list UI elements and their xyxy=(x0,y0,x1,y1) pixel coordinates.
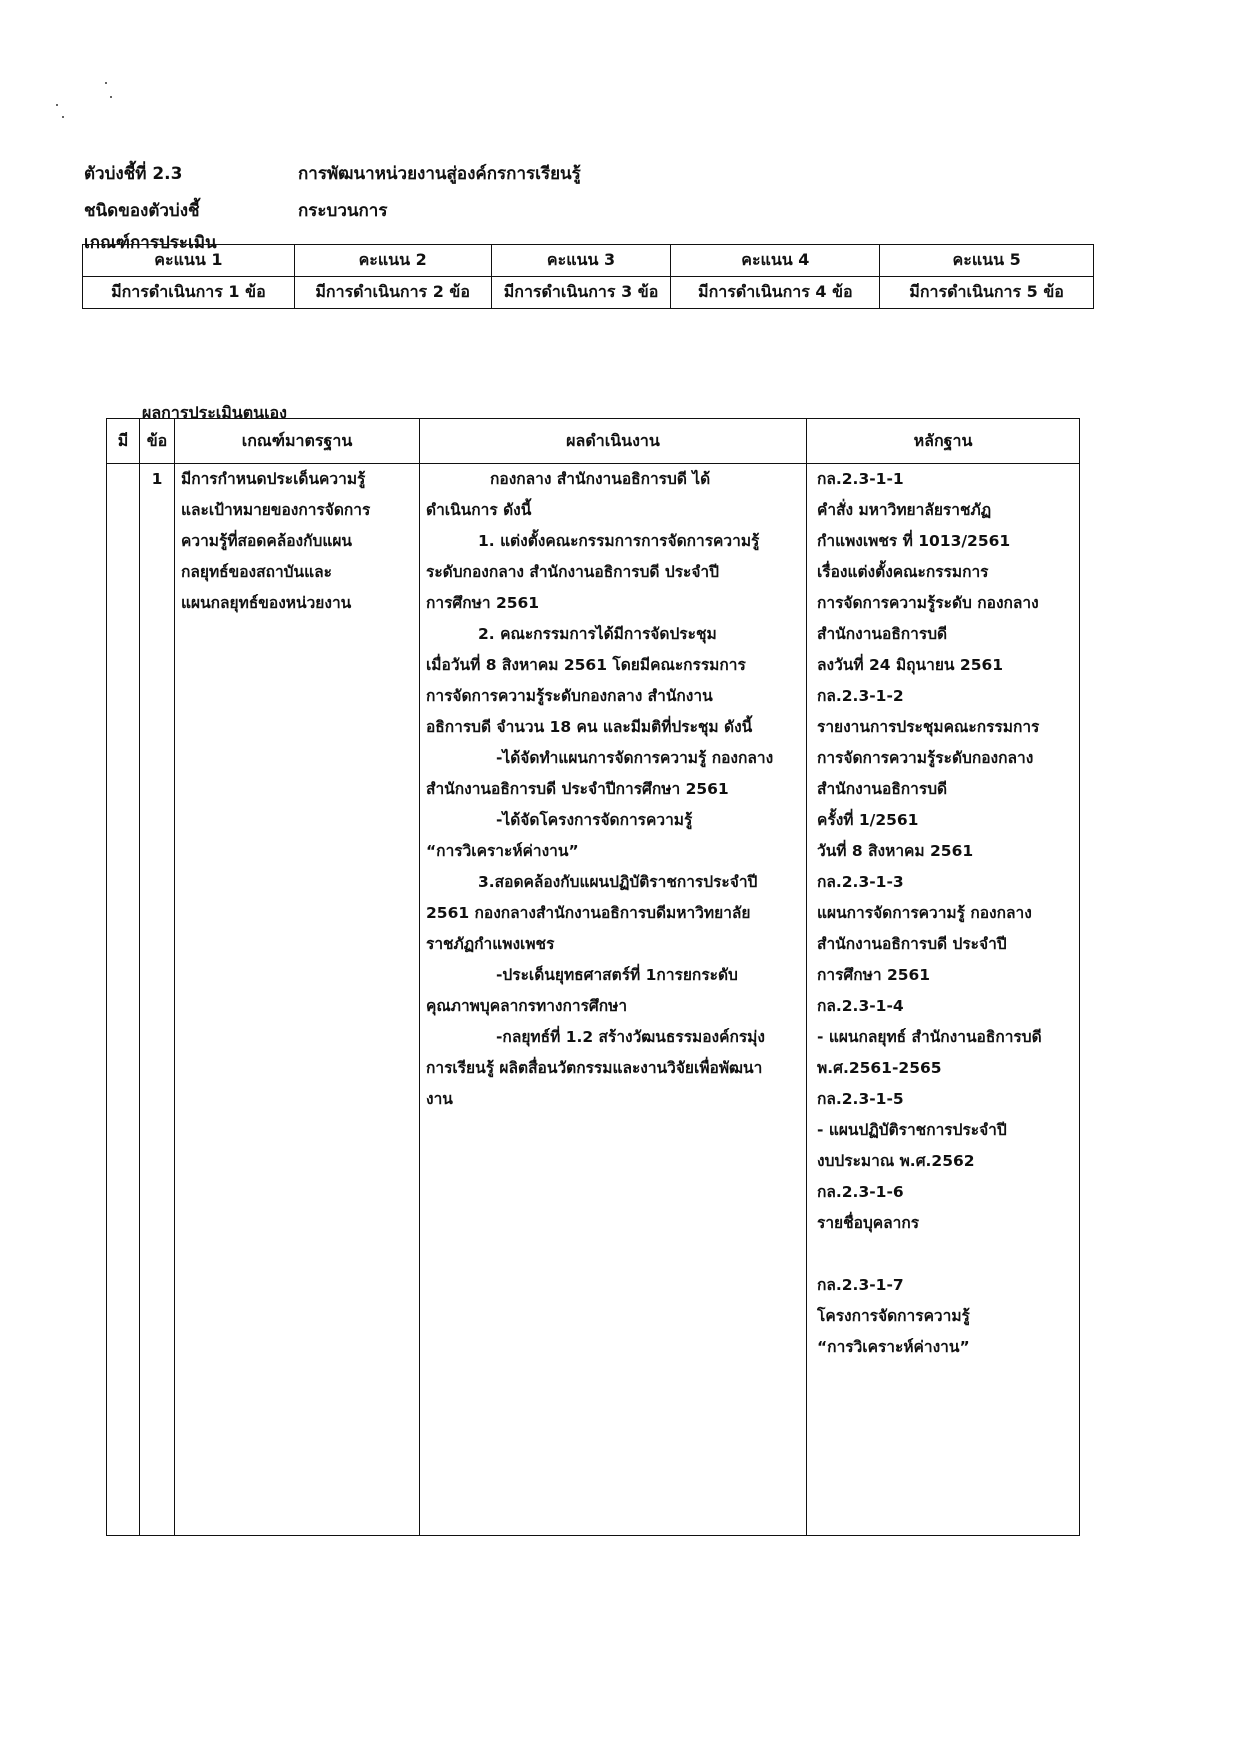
evidence-line: สำนักงานอธิการบดี ประจำปี xyxy=(817,935,1007,953)
evidence-line: - แผนปฏิบัติราชการประจำปี xyxy=(817,1121,1007,1139)
evidence-line: กล.2.3-1-5 xyxy=(817,1090,904,1108)
score-header-5: คะแนน 5 xyxy=(880,245,1094,277)
result-line: 2. คณะกรรมการได้มีการจัดประชุม xyxy=(478,625,717,643)
evidence-line: รายชื่อบุคลากร xyxy=(817,1214,920,1232)
evidence-line: การจัดการความรู้ระดับ กองกลาง xyxy=(817,594,1039,612)
has-cell xyxy=(107,464,140,1536)
evidence-line: กล.2.3-1-7 xyxy=(817,1276,904,1294)
scan-speck xyxy=(105,82,107,84)
self-assessment-table xyxy=(106,418,1080,1536)
evidence-line: ครั้งที่ 1/2561 xyxy=(817,811,919,829)
evidence-line: เรื่องแต่งตั้งคณะกรรมการ xyxy=(817,563,989,581)
score-value-4: มีการดำเนินการ 4 ข้อ xyxy=(671,277,880,309)
evidence-line: รายงานการประชุมคณะกรรมการ xyxy=(817,718,1040,736)
result-line: -กลยุทธ์ที่ 1.2 สร้างวัฒนธรรมองค์กรมุ่ง xyxy=(496,1028,765,1046)
criteria-line: แผนกลยุทธ์ของหน่วยงาน xyxy=(181,594,352,612)
evidence-spacer xyxy=(817,1239,1079,1270)
criteria-line: ความรู้ที่สอดคล้องกับแผน xyxy=(181,532,353,550)
score-value-row xyxy=(83,277,1094,309)
result-line: 2561 กองกลางสำนักงานอธิการบดีมหาวิทยาลัย xyxy=(426,904,751,922)
result-line: กองกลาง สำนักงานอธิการบดี ได้ xyxy=(490,470,711,488)
item-number-cell xyxy=(140,464,175,1536)
evidence-line: โครงการจัดการความรู้ xyxy=(817,1307,970,1325)
result-line: -ได้จัดโครงการจัดการความรู้ xyxy=(496,811,693,829)
column-header-evidence: หลักฐาน xyxy=(807,419,1080,464)
evidence-line: กล.2.3-1-6 xyxy=(817,1183,904,1201)
result-line: -ได้จัดทำแผนการจัดการความรู้ กองกลาง xyxy=(496,749,774,767)
result-line: งาน xyxy=(426,1090,453,1108)
result-line: เมื่อวันที่ 8 สิงหาคม 2561 โดยมีคณะกรรมการ xyxy=(426,656,746,674)
criteria-line: และเป้าหมายของการจัดการ xyxy=(181,501,371,519)
score-criteria-table xyxy=(82,244,1094,309)
evidence-cell xyxy=(807,464,1080,1536)
evidence-line: งบประมาณ พ.ศ.2562 xyxy=(817,1152,975,1170)
score-value-1: มีการดำเนินการ 1 ข้อ xyxy=(83,277,295,309)
result-line: การศึกษา 2561 xyxy=(426,594,540,612)
evidence-line: สำนักงานอธิการบดี xyxy=(817,625,948,643)
indicator-type-label: ชนิดของตัวบ่งชี้ xyxy=(84,201,200,221)
indicator-value: การพัฒนาหน่วยงานสู่องค์กรการเรียนรู้ xyxy=(298,164,581,184)
evidence-line: พ.ศ.2561-2565 xyxy=(817,1059,942,1077)
item-number: 1 xyxy=(151,470,163,488)
result-cell xyxy=(420,464,807,1536)
result-line: ระดับกองกลาง สำนักงานอธิการบดี ประจำปี xyxy=(426,563,719,581)
evidence-line: ลงวันที่ 24 มิถุนายน 2561 xyxy=(817,656,1004,674)
evidence-line: วันที่ 8 สิงหาคม 2561 xyxy=(817,842,974,860)
result-line: 1. แต่งตั้งคณะกรรมการการจัดการความรู้ xyxy=(478,532,760,550)
evidence-line: สำนักงานอธิการบดี xyxy=(817,780,948,798)
evidence-line: แผนการจัดการความรู้ กองกลาง xyxy=(817,904,1032,922)
result-line: “การวิเคราะห์ค่างาน” xyxy=(426,842,579,860)
evidence-line: “การวิเคราะห์ค่างาน” xyxy=(817,1338,970,1356)
criteria-label: เกณฑ์การประเมิน xyxy=(84,233,217,253)
criteria-line: กลยุทธ์ของสถาบันและ xyxy=(181,563,332,581)
score-value-5: มีการดำเนินการ 5 ข้อ xyxy=(880,277,1094,309)
table-row xyxy=(107,464,1080,1536)
score-value-3: มีการดำเนินการ 3 ข้อ xyxy=(491,277,671,309)
column-header-item: ข้อ xyxy=(140,419,175,464)
scan-speck xyxy=(110,96,112,98)
column-header-criteria: เกณฑ์มาตรฐาน xyxy=(175,419,420,464)
scan-speck xyxy=(56,104,58,106)
result-line: -ประเด็นยุทธศาสตร์ที่ 1การยกระดับ xyxy=(496,966,738,984)
result-line: ดำเนินการ ดังนี้ xyxy=(426,501,532,519)
evidence-line: กล.2.3-1-1 xyxy=(817,470,904,488)
evidence-line: คำสั่ง มหาวิทยาลัยราชภัฏ xyxy=(817,501,992,519)
score-header-1: คะแนน 1 xyxy=(83,245,295,277)
score-header-row xyxy=(83,245,1094,277)
evidence-line: กล.2.3-1-3 xyxy=(817,873,904,891)
result-line: คุณภาพบุคลากรทางการศึกษา xyxy=(426,997,628,1015)
criteria-line: มีการกำหนดประเด็นความรู้ xyxy=(181,470,366,488)
result-line: การจัดการความรู้ระดับกองกลาง สำนักงาน xyxy=(426,687,713,705)
self-assessment-title: ผลการประเมินตนเอง xyxy=(142,403,287,422)
evidence-line: การศึกษา 2561 xyxy=(817,966,931,984)
evidence-line: กล.2.3-1-2 xyxy=(817,687,904,705)
evidence-line: การจัดการความรู้ระดับกองกลาง xyxy=(817,749,1034,767)
scan-speck xyxy=(62,116,64,118)
indicator-type-value: กระบวนการ xyxy=(298,201,388,221)
score-header-4: คะแนน 4 xyxy=(671,245,880,277)
evidence-line: - แผนกลยุทธ์ สำนักงานอธิการบดี xyxy=(817,1028,1042,1046)
evidence-line: กำแพงเพชร ที่ 1013/2561 xyxy=(817,532,1011,550)
result-line: การเรียนรู้ ผลิตสื่อนวัตกรรมและงานวิจัยเพื่อพัฒนา xyxy=(426,1059,763,1077)
criteria-cell xyxy=(175,464,420,1536)
indicator-label: ตัวบ่งชี้ที่ 2.3 xyxy=(84,164,183,184)
result-line: อธิการบดี จำนวน 18 คน และมีมติที่ประชุม ดังนี้ xyxy=(426,718,753,736)
result-line: 3.สอดคล้องกับแผนปฏิบัติราชการประจำปี xyxy=(478,873,758,891)
result-line: ราชภัฏกำแพงเพชร xyxy=(426,935,555,953)
score-header-2: คะแนน 2 xyxy=(294,245,491,277)
assessment-header-row xyxy=(107,419,1080,464)
score-value-2: มีการดำเนินการ 2 ข้อ xyxy=(294,277,491,309)
evidence-line: กล.2.3-1-4 xyxy=(817,997,904,1015)
score-header-3: คะแนน 3 xyxy=(491,245,671,277)
result-line: สำนักงานอธิการบดี ประจำปีการศึกษา 2561 xyxy=(426,780,729,798)
column-header-has: มี xyxy=(107,419,140,464)
column-header-result: ผลดำเนินงาน xyxy=(420,419,807,464)
